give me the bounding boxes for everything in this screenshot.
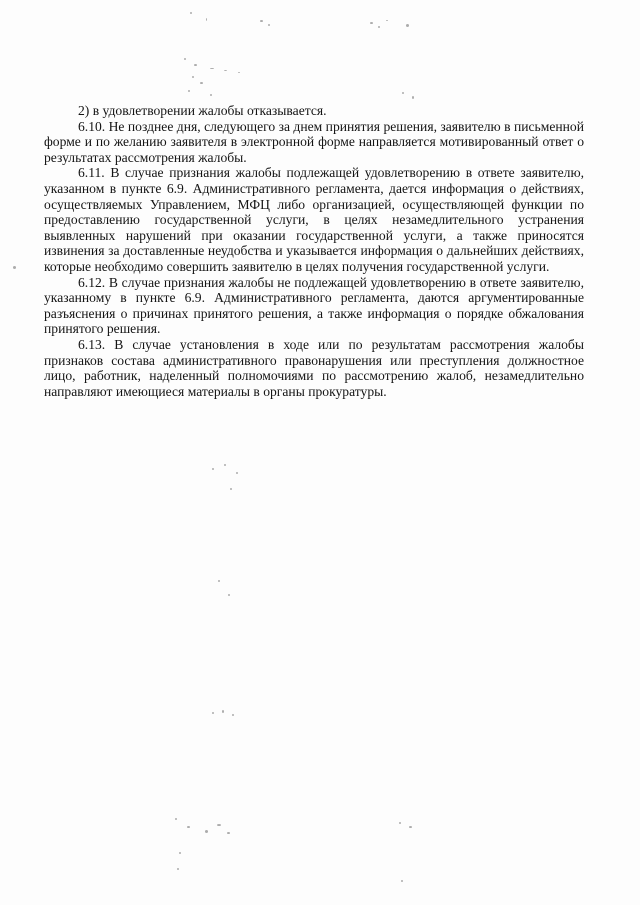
document-body [44,103,584,399]
scan-noise-bottom [165,810,425,900]
paragraph-6-9-item-2: 2) в удовлетворении жалобы отказывается. [78,103,327,118]
scan-speck-left [13,266,16,269]
paragraph-6-13: 6.13. В случае установления в ходе или по результатам рассмотрения жалобы признаков состава административного правонарушения или преступления должностное лицо, работник, наделенный полномочиями по рассмотрению жалоб, незамедлительно направляют имеющиеся материалы в органы прокуратуры. [44,336,584,399]
scan-noise-lower [200,700,260,730]
scan-noise-top [180,8,440,103]
paragraph-6-12: 6.12. В случае признания жалобы не подлежащей удовлетворению в ответе заявителю, указанному в пункте 6.9. Административного регламента, даются аргументированные разъяснения о причинах принятого решения, а также информация о порядке обжалования принятого решения. [44,274,584,337]
paragraph-6-11: 6.11. В случае признания жалобы подлежащей удовлетворению в ответе заявителю, указанном в пункте 6.9. Административного регламента, дается информация о действиях, осуществляемых Управлением, МФЦ либо организацией, осуществляющей функции по предоставлению государственной услуги, в целях незамедлительного устранения выявленных нарушений при оказании государственной услуги, а также приносятся извинения за доставленные неудобства и указывается информация о дальнейших действиях, которые необходимо совершить заявителю в целях получения государственной услуги. [44,165,584,274]
paragraph-6-10: 6.10. Не позднее дня, следующего за днем принятия решения, заявителю в письменной форме и по желанию заявителя в электронной форме направляется мотивированный ответ о результатах рассмотрения жалобы. [44,118,584,165]
scan-noise-middle [200,460,260,620]
